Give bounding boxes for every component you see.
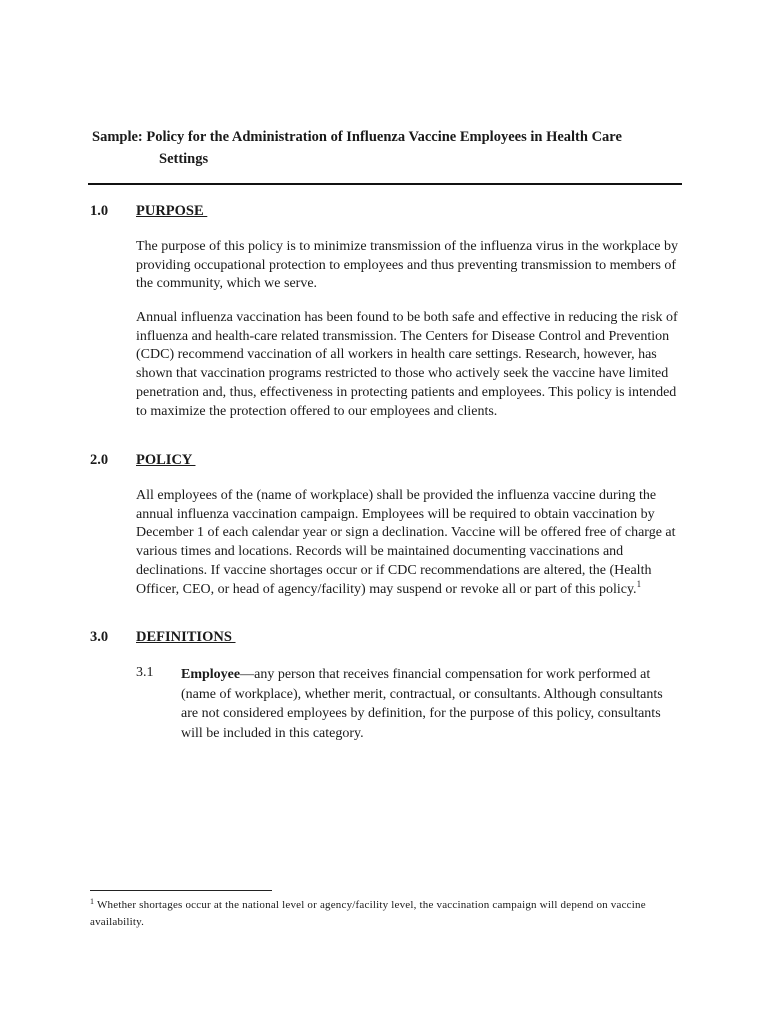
- subsection-3-1-text: [181, 665, 681, 743]
- footnote-text: Whether shortages occur at the national level or agency/facility level, the vaccination campaign will depend on vaccine availability.: [90, 899, 646, 928]
- document-title: [92, 126, 692, 170]
- footnote-separator: [90, 890, 272, 891]
- footnote-marker: 1: [90, 897, 95, 906]
- section-2-number: 2.0: [90, 452, 109, 468]
- definition-text: —any person that receives financial compensation for work performed at (name of workplace), whether merit, contractual, or consultants. Although consultants are not considered employees by definition, for the purpose of this policy, consultants will be included in this category.: [181, 667, 663, 741]
- title-divider: [88, 183, 682, 185]
- footnote: [90, 897, 680, 931]
- footnote-reference[interactable]: 1: [636, 578, 642, 589]
- section-2-paragraph-text: All employees of the (name of workplace) shall be provided the influenza vaccine during the annual influenza vaccination campaign. Employees will be required to obtain vaccination by December 1 of each calendar year or sign a declination. Vaccine will be offered free of charge at various times and locations. Records will be maintained documenting vaccinations and declinations. If vaccine shortages occur or if CDC recommendations are altered, the (Health Officer, CEO, or head of agency/facility) may suspend or revoke all or part of this policy.: [136, 488, 676, 597]
- title-line-2: Settings: [159, 151, 209, 167]
- section-3-heading: DEFINITIONS: [136, 629, 236, 645]
- section-1-paragraph-2: Annual influenza vaccination has been found to be both safe and effective in reducing the risk of influenza and health-care related transmission. The Centers for Disease Control and Prevention (CDC) recommend vaccination of all workers in health care settings. Research, however, has shown that vaccination programs restricted to those who actively seek the vaccine have limited penetration and, thus, effectiveness in protecting patients and employees. This policy is intended to maximize the protection offered to our employees and clients.: [136, 310, 678, 419]
- section-1-heading: PURPOSE: [136, 203, 208, 219]
- section-3-number: 3.0: [90, 629, 109, 645]
- definition-term: Employee: [181, 667, 241, 682]
- title-line-1: Sample: Policy for the Administration of Influenza Vaccine Employees in Health Care: [92, 129, 622, 145]
- section-2-paragraph-1: [136, 487, 684, 599]
- section-2-heading: POLICY: [136, 452, 196, 468]
- section-1-paragraph-1: The purpose of this policy is to minimize transmission of the influenza virus in the workplace by providing occupational protection to employees and thus preventing transmission to members of the community, which we serve.: [136, 239, 679, 292]
- section-1-number: 1.0: [90, 203, 109, 219]
- subsection-3-1-number: 3.1: [136, 665, 154, 680]
